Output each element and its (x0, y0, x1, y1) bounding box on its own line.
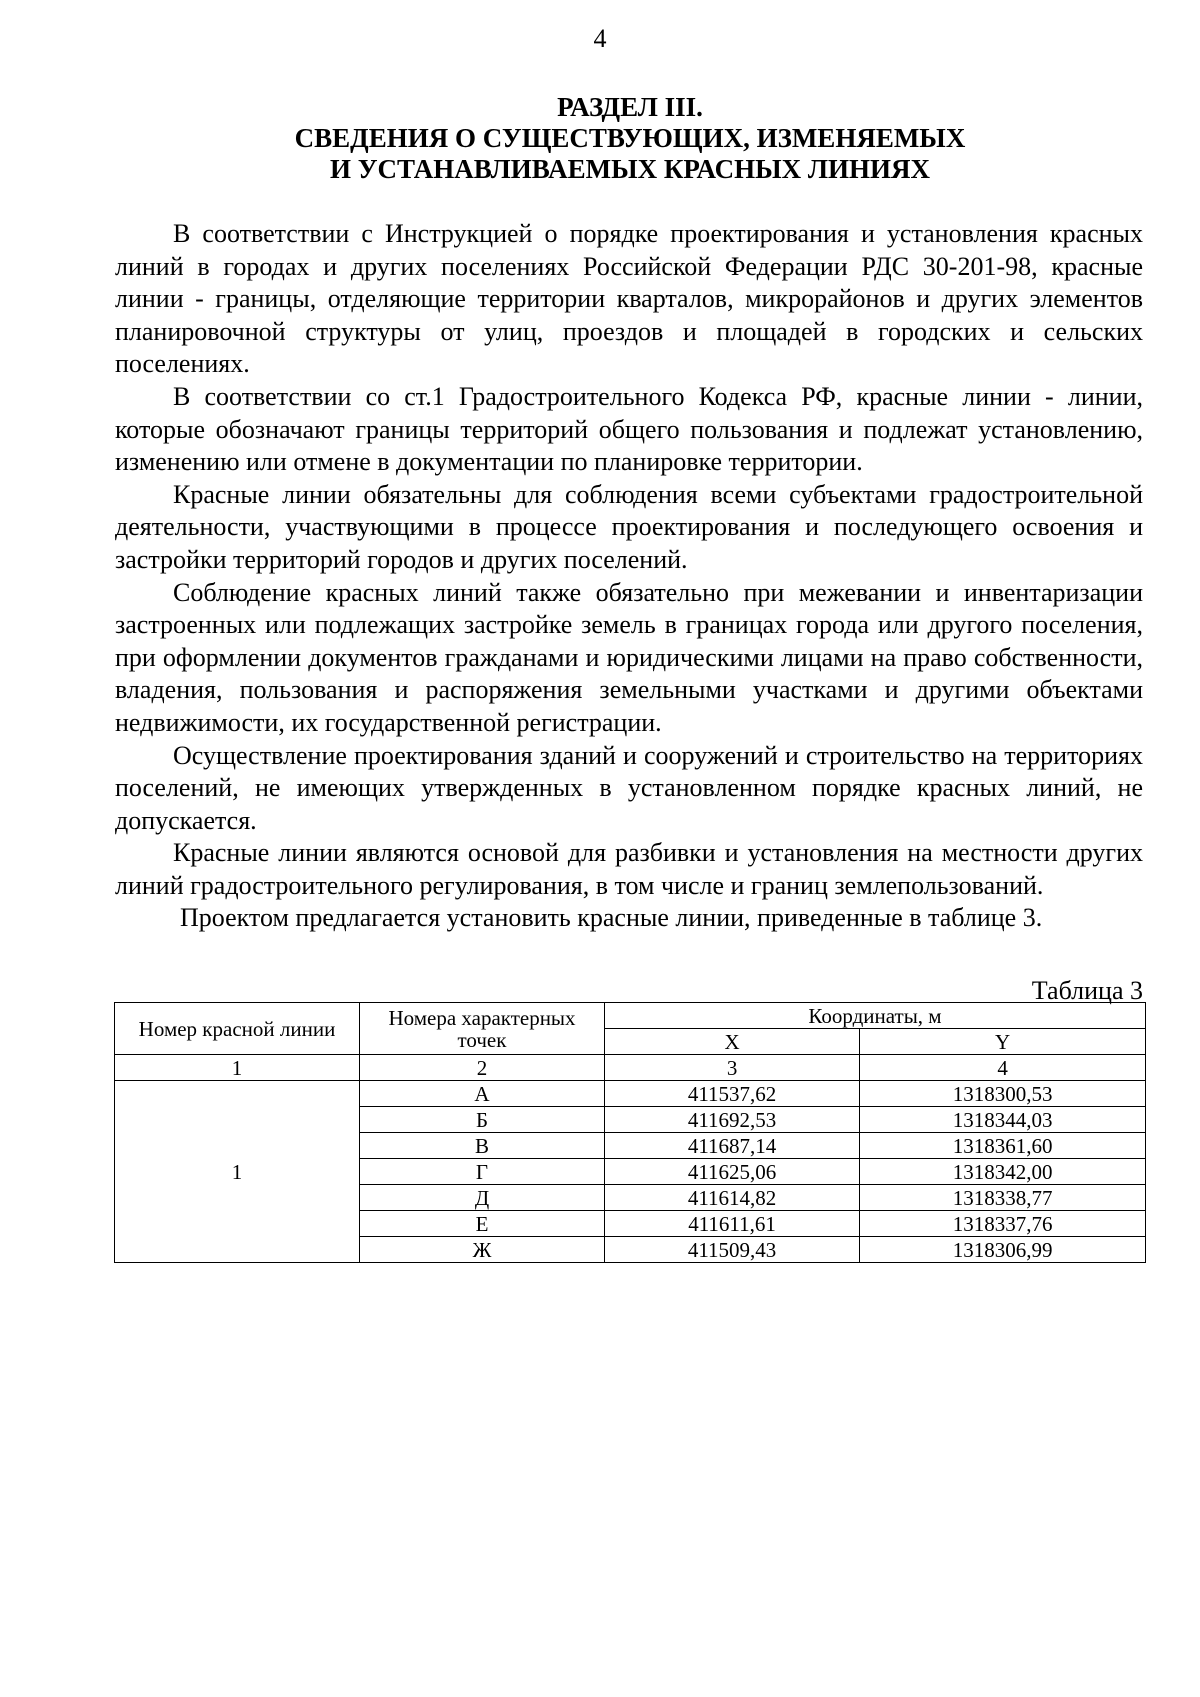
paragraph: Соблюдение красных линий также обязательно при межевании и инвентаризации застроенных или подлежащих застройке земель в границах города или другого поселения, при оформлении документов гражданами и юридическими лицами на право собственности, владения, пользования и распоряжения земельными участками и другими объектами недвижимости, их государственной регистрации. (115, 577, 1143, 737)
heading-line-3: И УСТАНАВЛИВАЕМЫХ КРАСНЫХ ЛИНИЯХ (329, 154, 931, 184)
x-cell: 411509,43 (605, 1237, 860, 1263)
column-number: 4 (860, 1055, 1146, 1081)
y-cell: 1318300,53 (860, 1081, 1146, 1107)
heading-line-2: СВЕДЕНИЯ О СУЩЕСТВУЮЩИХ, ИЗМЕНЯЕМЫХ (294, 123, 966, 153)
point-cell: А (360, 1081, 605, 1107)
body-text (115, 218, 1143, 935)
point-cell: Е (360, 1211, 605, 1237)
header-line-number: Номер красной линии (115, 1003, 360, 1055)
header-points: Номера характерных точек (360, 1003, 605, 1055)
table-header-row (115, 1003, 1146, 1029)
y-cell: 1318338,77 (860, 1185, 1146, 1211)
y-cell: 1318306,99 (860, 1237, 1146, 1263)
line-number-cell: 1 (115, 1081, 360, 1263)
header-y: Y (860, 1029, 1146, 1055)
section-heading (100, 92, 1160, 185)
table-column-number-row (115, 1055, 1146, 1081)
coordinates-table (114, 1002, 1146, 1263)
column-number: 1 (115, 1055, 360, 1081)
page-number: 4 (593, 24, 607, 53)
paragraph: Осуществление проектирования зданий и сооружений и строительство на территориях поселений, не имеющих утвержденных в установленном порядке красных линий, не допускается. (115, 740, 1143, 835)
column-number: 2 (360, 1055, 605, 1081)
x-cell: 411537,62 (605, 1081, 860, 1107)
paragraph: В соответствии со ст.1 Градостроительного Кодекса РФ, красные линии - линии, которые обозначают границы территорий общего пользования и подлежат установлению, изменению или отмене в документации по планировке территории. (115, 381, 1143, 477)
heading-line-1: РАЗДЕЛ III. (557, 92, 703, 122)
point-cell: Б (360, 1107, 605, 1133)
y-cell: 1318342,00 (860, 1159, 1146, 1185)
paragraph: Красные линии обязательны для соблюдения всеми субъектами градостроительной деятельности, участвующими в процессе проектирования и последующего освоения и застройки территорий городов и других поселений. (115, 479, 1143, 574)
point-cell: Г (360, 1159, 605, 1185)
y-cell: 1318337,76 (860, 1211, 1146, 1237)
y-cell: 1318361,60 (860, 1133, 1146, 1159)
table-row (115, 1081, 1146, 1107)
x-cell: 411687,14 (605, 1133, 860, 1159)
paragraph: В соответствии с Инструкцией о порядке проектирования и установления красных линий в городах и других поселениях Российской Федерации РДС 30-201-98, красные линии - границы, отделяющие территории кварталов, микрорайонов и других элементов планировочной структуры от улиц, проездов и площадей в городских и сельских поселениях. (115, 219, 1143, 379)
x-cell: 411614,82 (605, 1185, 860, 1211)
column-number: 3 (605, 1055, 860, 1081)
header-x: X (605, 1029, 860, 1055)
point-cell: Д (360, 1185, 605, 1211)
point-cell: Ж (360, 1237, 605, 1263)
table-caption: Таблица 3 (1031, 976, 1143, 1005)
paragraph-table-intro: Проектом предлагается установить красные линии, приведенные в таблице 3. (180, 903, 1043, 933)
x-cell: 411692,53 (605, 1107, 860, 1133)
x-cell: 411625,06 (605, 1159, 860, 1185)
header-coordinates: Координаты, м (605, 1003, 1146, 1029)
point-cell: В (360, 1133, 605, 1159)
paragraph: Красные линии являются основой для разбивки и установления на местности других линий градостроительного регулирования, в том числе и границ землепользований. (115, 838, 1143, 900)
x-cell: 411611,61 (605, 1211, 860, 1237)
y-cell: 1318344,03 (860, 1107, 1146, 1133)
